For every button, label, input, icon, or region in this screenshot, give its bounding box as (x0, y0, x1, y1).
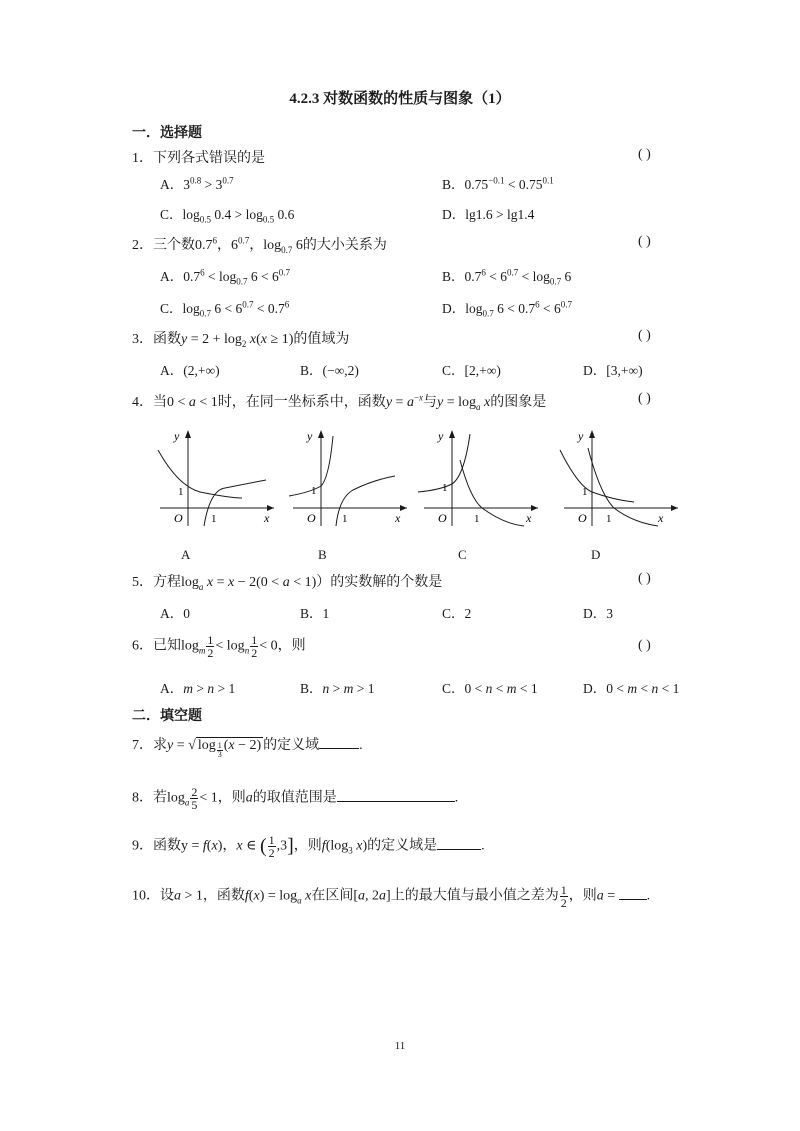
answer-paren-4[interactable]: ( ) (638, 391, 651, 406)
q1-option-d[interactable]: D．lg1.6 > lg1.4 (442, 207, 535, 222)
graph-b-y-label: y (307, 429, 313, 443)
graph-c-x-label: x (526, 511, 532, 525)
answer-paren-3[interactable]: ( ) (638, 328, 651, 343)
graph-a-y-label: y (174, 429, 180, 443)
graph-label-c: C (458, 547, 467, 562)
graph-d-y-label: y (578, 429, 584, 443)
q5-option-a[interactable]: A．0 (160, 606, 190, 621)
q6-option-c[interactable]: C．0 < n < m < 1 (442, 681, 538, 696)
q3-option-d[interactable]: D．[3,+∞) (583, 363, 643, 378)
graph-b-one-x: 1 (342, 513, 348, 525)
graph-a-origin: O (174, 511, 183, 525)
question-5-stem: 5．方程$\log_a x = x - 2(0 < a < 1)$）的实数解的个数是 (132, 575, 443, 592)
q5-option-b[interactable]: B．1 (300, 606, 330, 621)
q9-answer-blank[interactable] (437, 837, 481, 850)
question-4-stem: 4．当0 < a < 1时，在同一坐标系中，函数$y = a^{-x}$与$y = \log_a x$的图象是 (132, 392, 547, 412)
section-fill-heading: 二．填空题 (132, 709, 202, 724)
q2-option-b[interactable]: B．$0.7^6 < 6^{0.7} < \log_{0.7} 6$ (442, 267, 572, 287)
graph-d-origin: O (578, 511, 587, 525)
graph-a-one-x: 1 (211, 513, 217, 525)
q5-option-d[interactable]: D．3 (583, 606, 613, 621)
section-choice-heading: 一．选择题 (132, 126, 202, 141)
graph-b[interactable] (283, 428, 413, 528)
question-9-stem: 9．函数y = f(x)，x ∈ ( $\frac{1}{2}$ ,3]，则$f(\log_3$ x)的定义域是 . (132, 833, 485, 860)
graph-label-a: A (181, 547, 191, 562)
graph-c[interactable] (414, 428, 544, 528)
q10-answer-blank[interactable] (619, 887, 647, 900)
q3-option-b[interactable]: B．(−∞,2) (300, 363, 359, 378)
graph-a-one-y: 1 (178, 486, 184, 498)
graph-c-one-x: 1 (474, 513, 480, 525)
q3-option-c[interactable]: C．[2,+∞) (442, 363, 501, 378)
q8-answer-blank[interactable] (337, 789, 455, 802)
question-7-stem: 7．求y = √ log $_{\frac{1}{3}}$ (x − 2) 的定义域 . (132, 738, 363, 760)
q1-option-b[interactable]: B．$0.75^{-0.1} < 0.75^{0.1}$ (442, 175, 554, 192)
q6-option-a[interactable]: A．m > n > 1 (160, 681, 236, 696)
answer-paren-2[interactable]: ( ) (638, 234, 651, 249)
q3-option-a[interactable]: A．(2,+∞) (160, 363, 220, 378)
graph-d-one-x: 1 (606, 513, 612, 525)
q1-option-a[interactable]: A．$3^{0.8} > 3^{0.7}$ (160, 175, 234, 192)
answer-paren-6[interactable]: ( ) (638, 638, 651, 653)
answer-paren-1[interactable]: ( ) (638, 147, 651, 162)
graph-a[interactable] (150, 428, 280, 528)
page-number: 11 (394, 1040, 406, 1052)
graph-d-x-label: x (658, 511, 664, 525)
q7-answer-blank[interactable] (319, 736, 359, 749)
graph-b-one-y: 1 (311, 485, 317, 497)
q2-option-d[interactable]: D．$\log_{0.7} 6 < 0.7^6 < 6^{0.7}$ (442, 299, 573, 319)
graph-c-origin: O (438, 511, 447, 525)
graph-d[interactable] (554, 428, 684, 528)
graph-label-b: B (318, 547, 327, 562)
graph-a-x-label: x (264, 511, 270, 525)
question-10-stem: 10．设a > 1，函数$f(x) = \log_a x$在区间[a, 2a]上的最大值与最小值之差为 $\frac{1}{2}$ ，则a = . (132, 883, 651, 910)
q6-option-b[interactable]: B．n > m > 1 (300, 681, 375, 696)
question-6-stem: 6．已知$\log_m$ $\frac{1}{2}$ < $\log_n$ $\frac{1}{2}$ < 0，则 (132, 633, 306, 660)
q6-option-d[interactable]: D．0 < m < n < 1 (583, 681, 680, 696)
graph-d-one-y: 1 (582, 486, 588, 498)
question-2-stem: 2．三个数$0.7^6$，$6^{0.7}$，$\log_{0.7} 6$的大小关系为 (132, 235, 387, 255)
question-3-stem: 3．函数$y = 2 + \log_2 x(x \ge 1)$的值域为 (132, 332, 350, 349)
question-8-stem: 8．若$\log_a$ $\frac{2}{5}$ < 1，则a的取值范围是 . (132, 785, 459, 812)
q1-option-c[interactable]: C．$\log_{0.5} 0.4 > \log_{0.5} 0.6$ (160, 207, 295, 225)
q2-option-a[interactable]: A．$0.7^6 < \log_{0.7} 6 < 6^{0.7}$ (160, 267, 290, 287)
graph-b-x-label: x (395, 511, 401, 525)
graph-label-d: D (591, 547, 601, 562)
question-1-stem: 1．下列各式错误的是 (132, 151, 265, 166)
q2-option-c[interactable]: C．$\log_{0.7} 6 < 6^{0.7} < 0.7^6$ (160, 299, 290, 319)
q5-option-c[interactable]: C．2 (442, 606, 472, 621)
answer-paren-5[interactable]: ( ) (638, 571, 651, 586)
page-title: 4.2.3 对数函数的性质与图象（1） (289, 91, 511, 107)
graph-c-one-y: 1 (442, 482, 448, 494)
graph-c-y-label: y (438, 429, 444, 443)
graph-b-origin: O (307, 511, 316, 525)
